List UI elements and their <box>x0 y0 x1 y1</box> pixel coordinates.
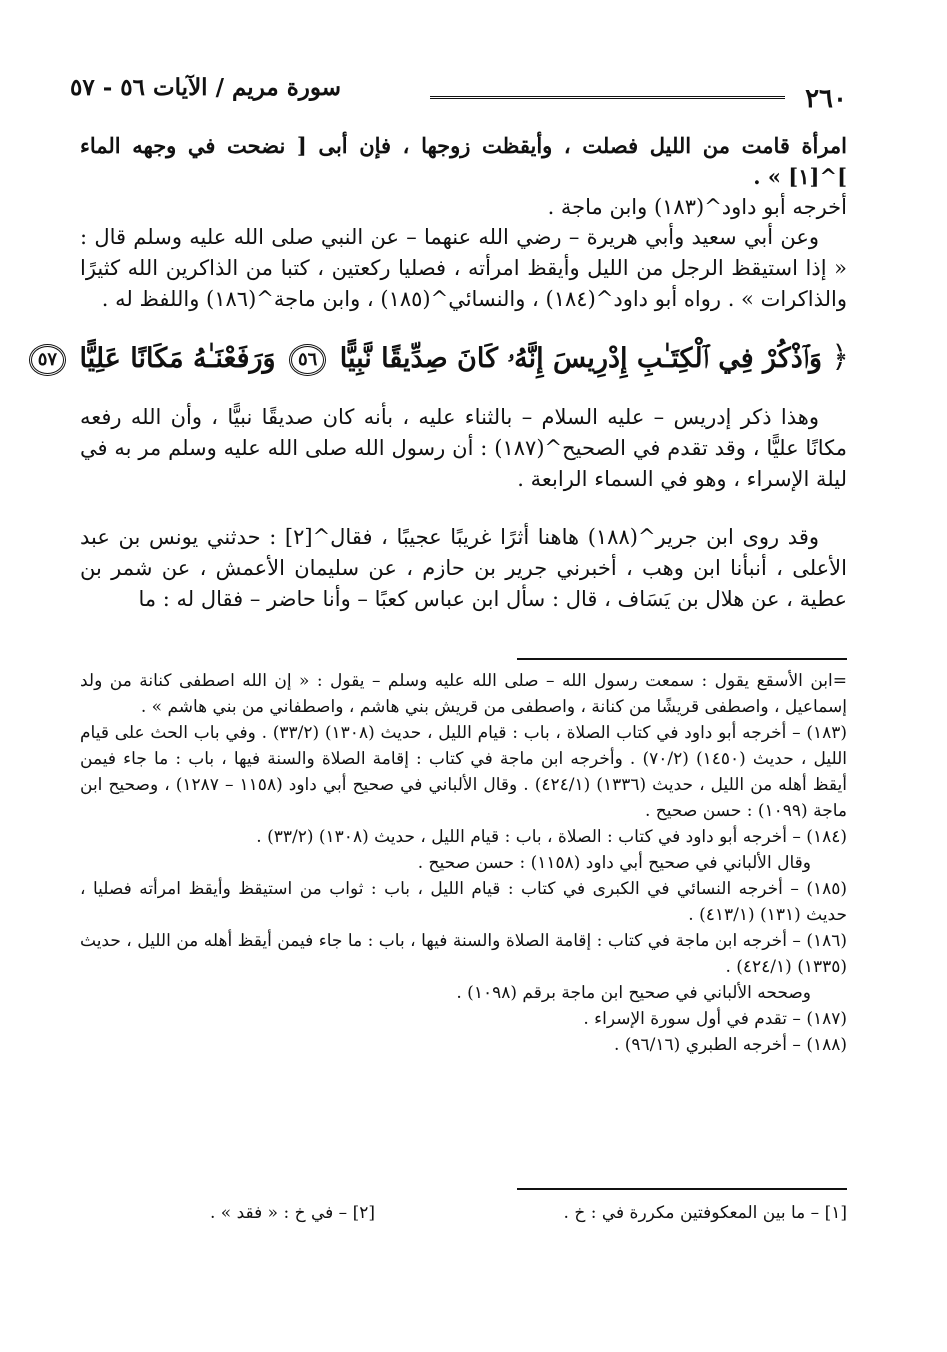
paragraph-2-text: وعن أبي سعيد وأبي هريرة – رضي الله عنهما – عن النبي صلى الله عليه وسلم قال : « إذا استيقظ الرجل من الليل وأيقظ امرأته ، فصليا ركعتين ، كتبا من الذاكرين الله كثيرًا والذاكرات » . رواه أبو داود^(١٨٤) ، والنسائي^(١٨٥) ، وابن ماجة^(١٨٦) واللفظ له . <box>80 225 847 311</box>
editor-notes <box>80 1200 847 1230</box>
paragraph-4 <box>80 522 847 615</box>
editor-note-2: [٢] – في خ : « فقد » . <box>210 1203 375 1223</box>
paragraph-4-text: وقد روى ابن جرير^(١٨٨) هاهنا أثرًا غريبًا عجيبًا ، فقال^[٢] : حدثني يونس بن عبد الأعلى ، أنبأنا ابن وهب ، أخبرني جرير بن حازم ، عن سليمان الأعمش ، عن شمر بن عطية ، عن هلال بن يَسَاف ، قال : سأل ابن عباس كعبًا – وأنا حاضر – فقال له : ما <box>80 525 847 611</box>
footnote-item: وقال الألباني في صحيح أبي داود (١١٥٨) : حسن صحيح . <box>417 853 811 873</box>
footnotes <box>80 668 847 1058</box>
footnote-divider <box>517 658 847 660</box>
running-title: سورة مريم / الآيات ٥٦ - ٥٧ <box>70 74 342 101</box>
verse-text-2: وَرَفَعْنَـٰهُ مَكَانًا عَلِيًّا <box>79 343 276 374</box>
footnote-item: (١٨٣) – أخرجه أبو داود في كتاب الصلاة ، باب : قيام الليل ، حديث (١٣٠٨) (٣٣/٢) . وفي باب الحث على قيام الليل ، حديث (١٤٥٠) (٧٠/٢) . وأخرجه ابن ماجة في كتاب : إقامة الصلاة والسنة فيها ، باب : ما جاء فيمن أيقظ أهله من الليل ، حديث (١٣٣٦) (٤٢٤/١) . وقال الألباني في صحيح أبي داود (١١٥٨ – ١٢٨٧) ، وصحيح ابن ماجة (١٠٩٩) : حسن صحيح . <box>80 723 847 821</box>
page-header <box>70 72 847 112</box>
page-number: ٢٦٠ <box>805 84 847 114</box>
footnote-item: (١٨٥) – أخرجه النسائي في الكبرى في كتاب : قيام الليل ، باب : ثواب من استيقظ وأيقظ امرأته فصليا ، حديث (١٣١) (٤١٣/١) . <box>80 879 847 925</box>
ayah-number-mark: ٥٧ <box>29 344 66 376</box>
footnote-item: وصححه الألباني في صحيح ابن ماجة برقم (١٠٩٨) . <box>456 983 811 1003</box>
verse-open-bracket: ﴿ <box>831 340 849 375</box>
paragraph-3 <box>80 402 847 495</box>
quran-verse <box>37 333 849 383</box>
footnote-item: (١٨٨) – أخرجه الطبري (٩٦/١٦) . <box>613 1035 847 1055</box>
footnote-item: (١٨٦) – أخرجه ابن ماجة في كتاب : إقامة الصلاة والسنة فيها ، باب : ما جاء فيمن أيقظ أهله من الليل ، حديث (١٣٣٥) (٤٢٤/١) . <box>80 931 848 977</box>
footnote-item: (١٨٧) – تقدم في أول سورة الإسراء . <box>583 1009 847 1029</box>
paragraph-2 <box>80 222 847 315</box>
paragraph-1-line-1: امرأة قامت من الليل فصلت ، وأيقظت زوجها ، فإن أبى [ نضحت في وجهه الماء ]^[١] » . <box>80 133 847 189</box>
footnote-item: (١٨٤) – أخرجه أبو داود في كتاب : الصلاة ، باب : قيام الليل ، حديث (١٣٠٨) (٣٣/٢) . <box>256 827 847 847</box>
paragraph-1 <box>80 130 847 223</box>
editor-notes-divider <box>517 1188 847 1190</box>
footnote-item: =ابن الأسقع يقول : سمعت رسول الله – صلى الله عليه وسلم – يقول : « إن الله اصطفى كنانة من ولد إسماعيل ، واصطفى قريشًا من كنانة ، واصطفى من قريش بني هاشم ، واصطفاني من بني هاشم » . <box>80 671 847 717</box>
verse-text-1: وَٱذْكُرْ فِي ٱلْكِتَـٰبِ إِدْرِيسَ إِنَّهُۥ كَانَ صِدِّيقًا نَّبِيًّا <box>339 343 823 374</box>
header-rule <box>430 96 785 99</box>
ayah-number-mark: ٥٦ <box>289 344 326 376</box>
paragraph-1-line-2: أخرجه أبو داود^(١٨٣) وابن ماجة . <box>547 195 847 219</box>
editor-note-1: [١] – ما بين المعكوفتين مكررة في : خ . <box>563 1203 847 1223</box>
paragraph-3-text: وهذا ذكر إدريس – عليه السلام – بالثناء عليه ، بأنه كان صديقًا نبيًّا ، وأن الله رفعه مكانًا عليًّا ، وقد تقدم في الصحيح^(١٨٧) : أن رسول الله صلى الله عليه وسلم مر به في ليلة الإسراء ، وهو في السماء الرابعة . <box>80 405 848 491</box>
